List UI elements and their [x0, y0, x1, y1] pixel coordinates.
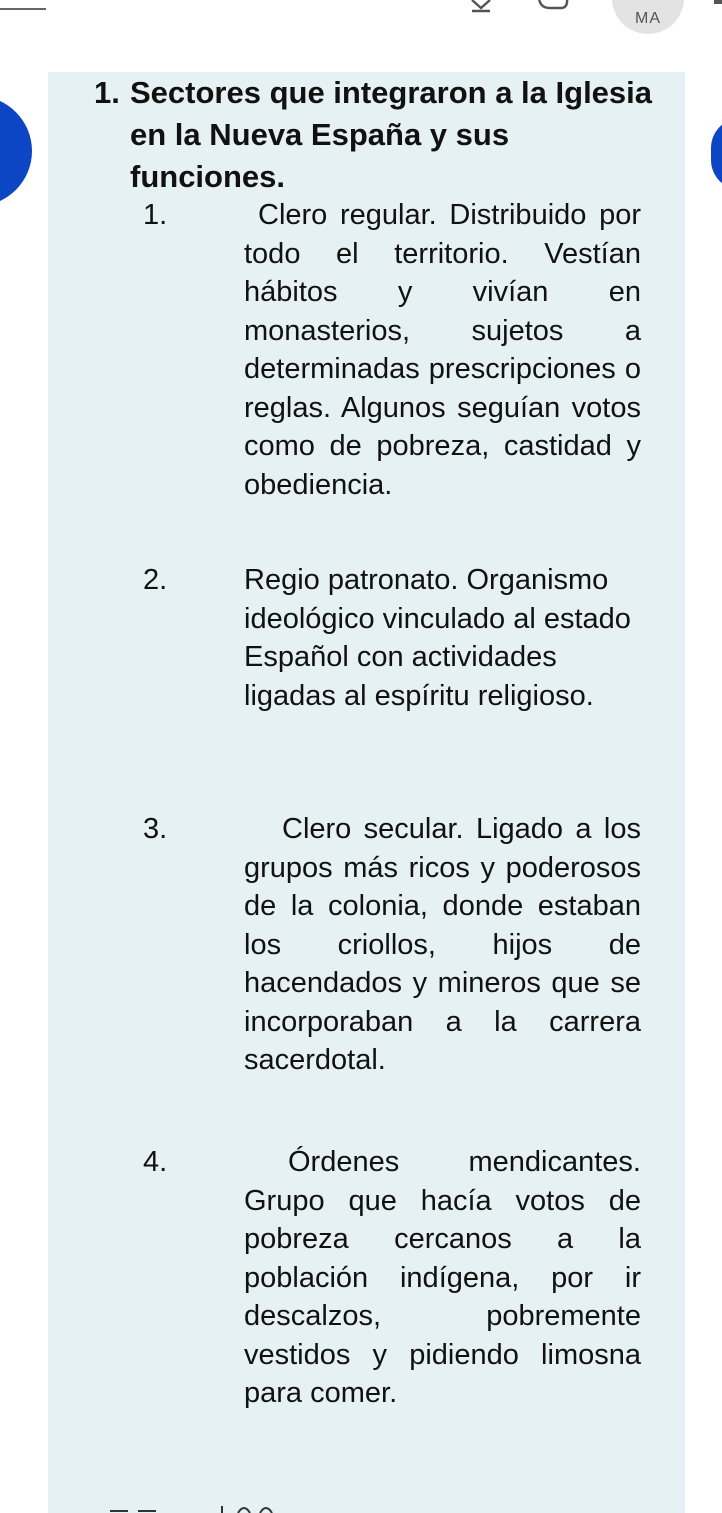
heading-title: Sectores que integraron a la Iglesia en la Nueva España y sus funciones.: [130, 75, 653, 194]
item-text: Regio patronato. Organismo ideológico vinculado al estado Español con actividades ligadas al espíritu religioso.: [244, 564, 631, 712]
item-text: Clero regular. Distribuido por todo el territorio. Vestían hábitos y vivían en monasterios, sujetos a determinadas prescripciones o reglas. Algunos seguían votos como de pobreza, castidad y obediencia.: [244, 199, 641, 501]
cropped-text-marks: [110, 1500, 280, 1513]
item-text: Clero secular. Ligado a los grupos más ricos y poderosos de la colonia, donde estaban los criollos, hijos de hacendados y mineros que se incorporaban a la carrera sacerdotal.: [244, 813, 641, 1076]
item-number: 4.: [143, 1146, 168, 1178]
edge-marker: [714, 0, 722, 4]
side-handle-right[interactable]: [711, 118, 722, 190]
section-heading: [94, 72, 654, 198]
item-text: Órdenes mendicantes. Grupo que hacía votos de pobreza cercanos a la población indígena, por ir descalzos, pobremente vestidos y pidiendo limosna para comer.: [244, 1146, 641, 1409]
pen-icon[interactable]: [468, 0, 494, 14]
item-number: 3.: [143, 813, 168, 845]
cloud-icon[interactable]: [536, 0, 570, 14]
top-toolbar: [0, 0, 722, 72]
item-number: 1.: [143, 199, 168, 231]
menu-line-icon[interactable]: [0, 8, 46, 10]
heading-number: 1.: [94, 75, 120, 110]
side-handle-left[interactable]: [0, 96, 32, 206]
item-number: 2.: [143, 564, 168, 596]
avatar-icon[interactable]: MA: [612, 0, 684, 34]
